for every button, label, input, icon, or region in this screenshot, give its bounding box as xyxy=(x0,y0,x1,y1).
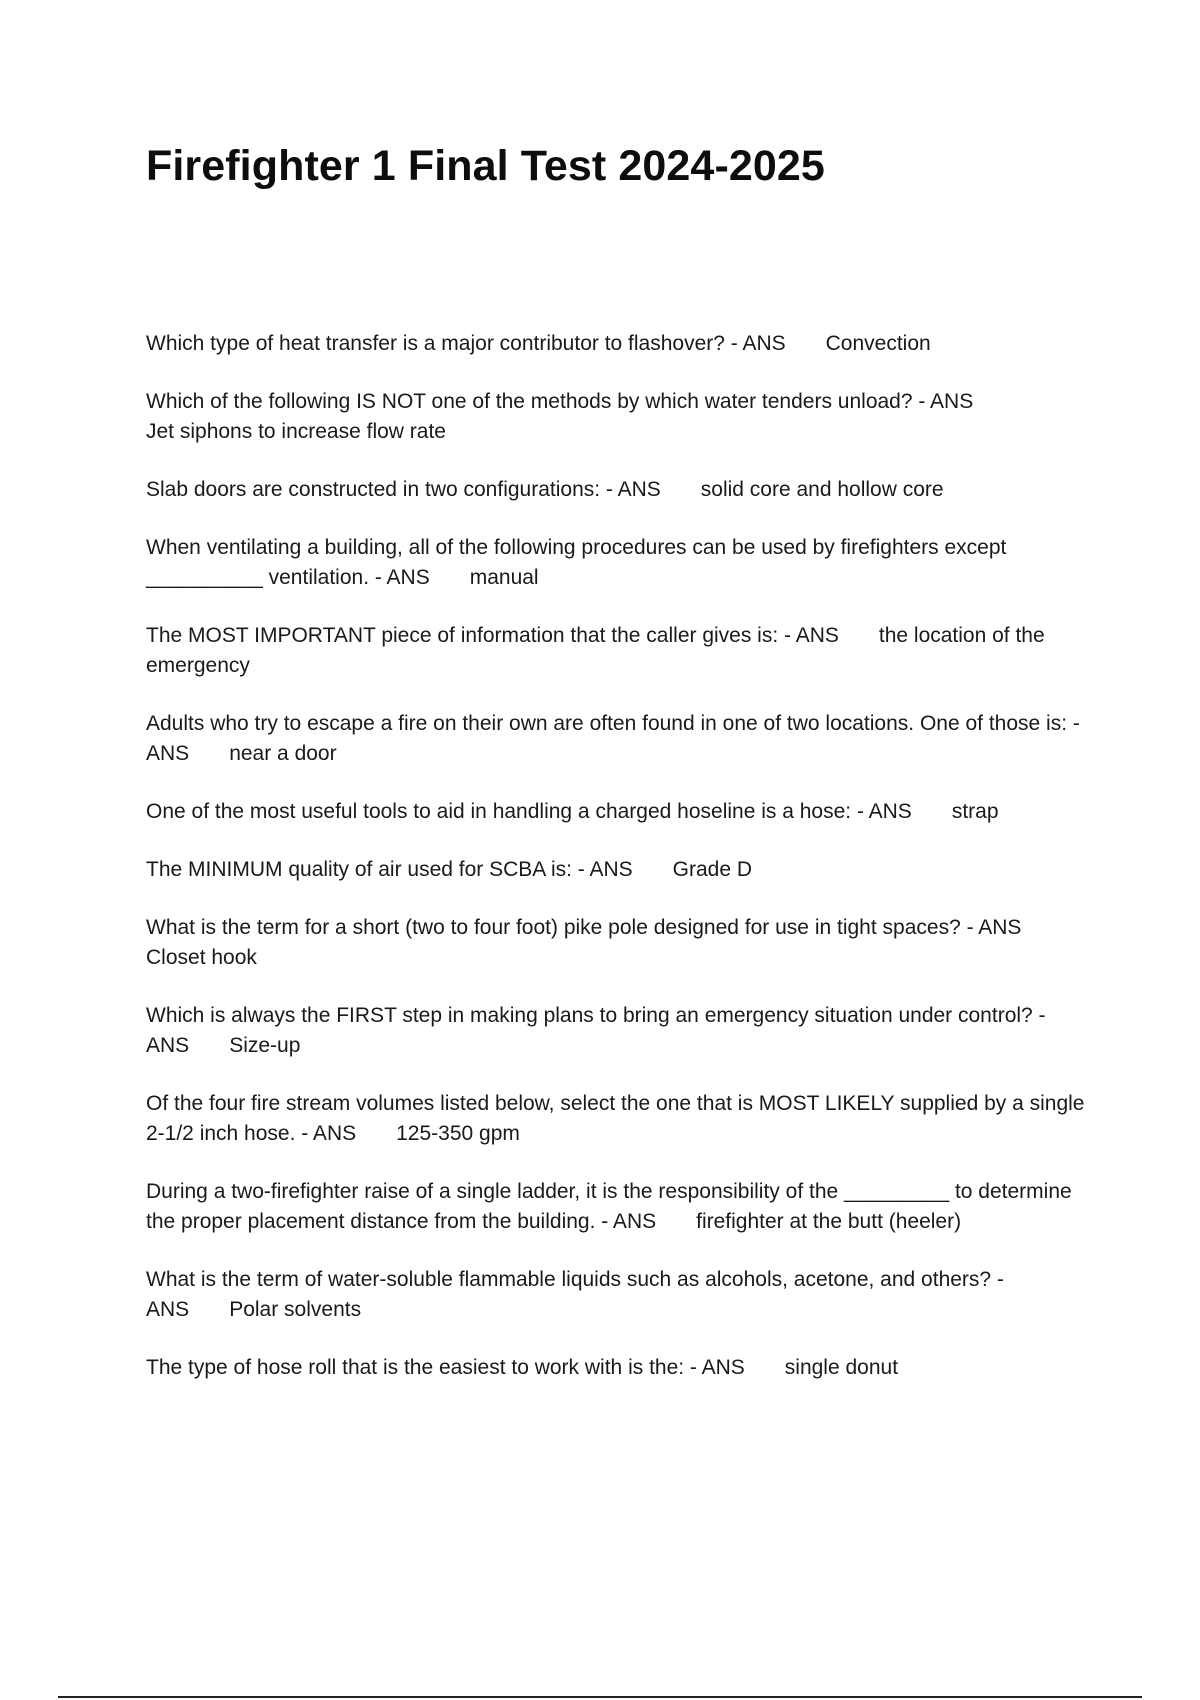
list-item xyxy=(146,1089,1091,1149)
question-text: Adults who try to escape a fire on their own are often found in one of two locations. One of those is: - ANS xyxy=(146,712,1080,765)
list-item xyxy=(146,475,1091,505)
question-text: The MOST IMPORTANT piece of information that the caller gives is: - ANS xyxy=(146,624,839,647)
answer-text: Size-up xyxy=(229,1034,301,1057)
list-item xyxy=(146,387,1091,447)
page-title: Firefighter 1 Final Test 2024-2025 xyxy=(146,142,825,190)
question-text: When ventilating a building, all of the following procedures can be used by firefighters except __________ ventilation. - ANS xyxy=(146,536,1007,589)
list-item xyxy=(146,329,1091,359)
answer-text: solid core and hollow core xyxy=(700,478,944,501)
answer-text: Convection xyxy=(825,332,931,355)
list-item xyxy=(146,533,1091,593)
answer-text: 125-350 gpm xyxy=(396,1122,520,1145)
question-text: Which type of heat transfer is a major contributor to flashover? - ANS xyxy=(146,332,786,355)
question-text: One of the most useful tools to aid in handling a charged hoseline is a hose: - ANS xyxy=(146,800,912,823)
footer-divider xyxy=(58,1696,1142,1698)
question-text: During a two-firefighter raise of a single ladder, it is the responsibility of the _________ to determine the proper placement distance from the building. - ANS xyxy=(146,1180,1072,1233)
question-text: Of the four fire stream volumes listed below, select the one that is MOST LIKELY supplied by a single 2-1/2 inch hose. - ANS xyxy=(146,1092,1085,1145)
question-text: Which of the following IS NOT one of the methods by which water tenders unload? - ANS xyxy=(146,390,974,413)
answer-text: strap xyxy=(951,800,999,823)
list-item xyxy=(146,709,1091,769)
answer-text: single donut xyxy=(784,1356,899,1379)
list-item xyxy=(146,1001,1091,1061)
question-answer-list xyxy=(146,329,1091,1411)
list-item xyxy=(146,1177,1091,1237)
answer-text: Grade D xyxy=(672,858,753,881)
answer-text: near a door xyxy=(229,742,337,765)
answer-text: the location of the emergency xyxy=(146,624,1045,677)
list-item xyxy=(146,913,1091,973)
question-text: Which is always the FIRST step in making plans to bring an emergency situation under control? - ANS xyxy=(146,1004,1046,1057)
answer-text: Polar solvents xyxy=(229,1298,362,1321)
list-item xyxy=(146,797,1091,827)
question-text: The MINIMUM quality of air used for SCBA is: - ANS xyxy=(146,858,633,881)
question-text: What is the term of water-soluble flammable liquids such as alcohols, acetone, and others? - ANS xyxy=(146,1268,1004,1321)
list-item xyxy=(146,621,1091,681)
list-item xyxy=(146,1265,1091,1325)
list-item xyxy=(146,855,1091,885)
answer-text: Closet hook xyxy=(146,946,257,969)
answer-text: firefighter at the butt (heeler) xyxy=(696,1210,962,1233)
answer-text: Jet siphons to increase flow rate xyxy=(146,420,446,443)
question-text: The type of hose roll that is the easiest to work with is the: - ANS xyxy=(146,1356,745,1379)
answer-text: manual xyxy=(469,566,539,589)
list-item xyxy=(146,1353,1091,1383)
question-text: Slab doors are constructed in two configurations: - ANS xyxy=(146,478,661,501)
question-text: What is the term for a short (two to four foot) pike pole designed for use in tight spaces? - ANS xyxy=(146,916,1022,939)
